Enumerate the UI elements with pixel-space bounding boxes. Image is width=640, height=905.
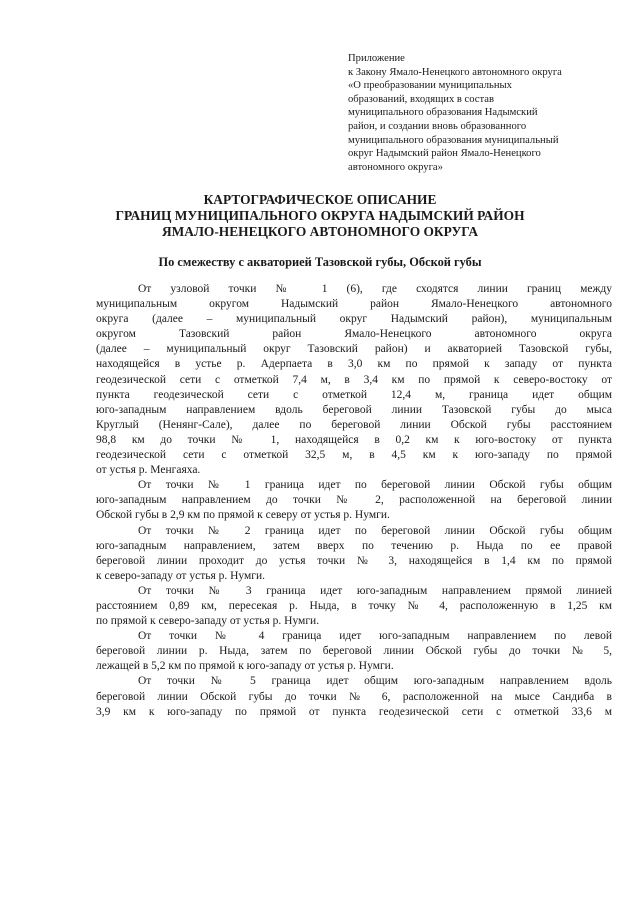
description-body bbox=[96, 282, 612, 720]
body-line: юго-западным направлением вдоль береговой линии Тазовской губы до мыса bbox=[96, 403, 612, 416]
appendix-line: автономного округа» bbox=[348, 161, 443, 173]
body-line: округа (далее – муниципальный округ Надымский район), муниципальным bbox=[96, 313, 612, 326]
body-line: расстоянием 0,89 км, пересекая р. Ныда, в точку № 4, расположенную в 1,25 км bbox=[96, 599, 612, 612]
appendix-line: муниципального образования Надымский bbox=[348, 107, 538, 119]
appendix-line: округ Надымский район Ямало-Ненецкого bbox=[348, 148, 541, 160]
body-line: От точки № 3 граница идет юго-западным направлением прямой линией bbox=[138, 584, 612, 597]
appendix-line: район, и создании вновь образованного bbox=[348, 120, 527, 132]
body-line: лежащей в 5,2 км по прямой к юго-западу от устья р. Нумги. bbox=[96, 660, 394, 673]
body-line: береговой линии р. Ныда, затем по береговой линии Обской губы до точки № 5, bbox=[96, 645, 612, 658]
body-line: (далее – муниципальный округ Тазовский район) и акваторией Тазовской губы, bbox=[96, 343, 612, 356]
body-line: к северо-западу от устья р. Нумги. bbox=[96, 569, 266, 582]
body-line: 3,9 км к юго-западу по прямой от пункта геодезической сети с отметкой 33,6 м bbox=[96, 705, 612, 718]
body-line: От точки № 2 граница идет по береговой линии Обской губы общим bbox=[138, 524, 612, 537]
appendix-line: муниципального образования муниципальный bbox=[348, 134, 559, 146]
body-line: муниципальным округом Надымский район Ямало-Ненецкого автономного bbox=[96, 298, 612, 311]
body-line: 98,8 км до точки № 1, находящейся в 0,2 км к юго-востоку от пункта bbox=[96, 433, 612, 446]
body-line: от устья р. Менгаяха. bbox=[96, 464, 201, 477]
body-line: находящейся в устье р. Адерпаета в 3,0 км по прямой к западу от пункта bbox=[96, 358, 612, 371]
appendix-line: к Закону Ямало-Ненецкого автономного округа bbox=[348, 66, 562, 78]
title-line: ГРАНИЦ МУНИЦИПАЛЬНОГО ОКРУГА НАДЫМСКИЙ РАЙОН bbox=[115, 208, 525, 223]
title-line: КАРТОГРАФИЧЕСКОЕ ОПИСАНИЕ bbox=[203, 192, 437, 207]
body-line: пункта геодезической сети с отметкой 12,4 м, граница идет общим bbox=[96, 388, 612, 401]
appendix-line: Приложение bbox=[348, 53, 405, 64]
body-line: От узловой точки № 1 (6), где сходятся линии границ между bbox=[138, 283, 612, 295]
body-line: береговой линии Обской губы до точки № 6, расположенной на мысе Сандиба в bbox=[96, 690, 612, 703]
body-line: по прямой к северо-западу от устья р. Нумги. bbox=[96, 615, 320, 628]
body-line: От точки № 1 граница идет по береговой линии Обской губы общим bbox=[138, 479, 612, 492]
document-title bbox=[40, 192, 600, 240]
appendix-line: образований, входящих в состав bbox=[348, 93, 494, 105]
body-line: Обской губы в 2,9 км по прямой к северу от устья р. Нумги. bbox=[96, 509, 390, 522]
section-subtitle: По смежеству с акваторией Тазовской губы, Обской губы bbox=[158, 255, 482, 269]
body-line: береговой линии проходит до устья точки № 3, находящейся в 1,4 км по прямой bbox=[96, 554, 612, 567]
body-line: округом Тазовский район Ямало-Ненецкого автономного округа bbox=[96, 328, 612, 341]
body-line: От точки № 5 граница идет общим юго-западным направлением вдоль bbox=[138, 675, 612, 688]
body-line: геодезической сети с отметкой 7,4 м, в 3,4 км по прямой к северо-востоку от bbox=[96, 373, 612, 386]
body-line: юго-западным направлением, затем вверх по течению р. Ныда по ее правой bbox=[96, 539, 612, 552]
body-line: От точки № 4 граница идет юго-западным направлением по левой bbox=[138, 630, 612, 643]
appendix-note bbox=[348, 52, 618, 174]
body-line: геодезической сети с отметкой 32,5 м, в 4,5 км к юго-западу по прямой bbox=[96, 449, 612, 462]
body-line: Круглый (Ненянг-Сале), далее по береговой линии Обской губы расстоянием bbox=[96, 418, 612, 431]
title-line: ЯМАЛО-НЕНЕЦКОГО АВТОНОМНОГО ОКРУГА bbox=[161, 224, 479, 239]
body-line: юго-западным направлением до точки № 2, расположенной на береговой линии bbox=[96, 494, 612, 507]
appendix-line: «О преобразовании муниципальных bbox=[348, 80, 512, 92]
